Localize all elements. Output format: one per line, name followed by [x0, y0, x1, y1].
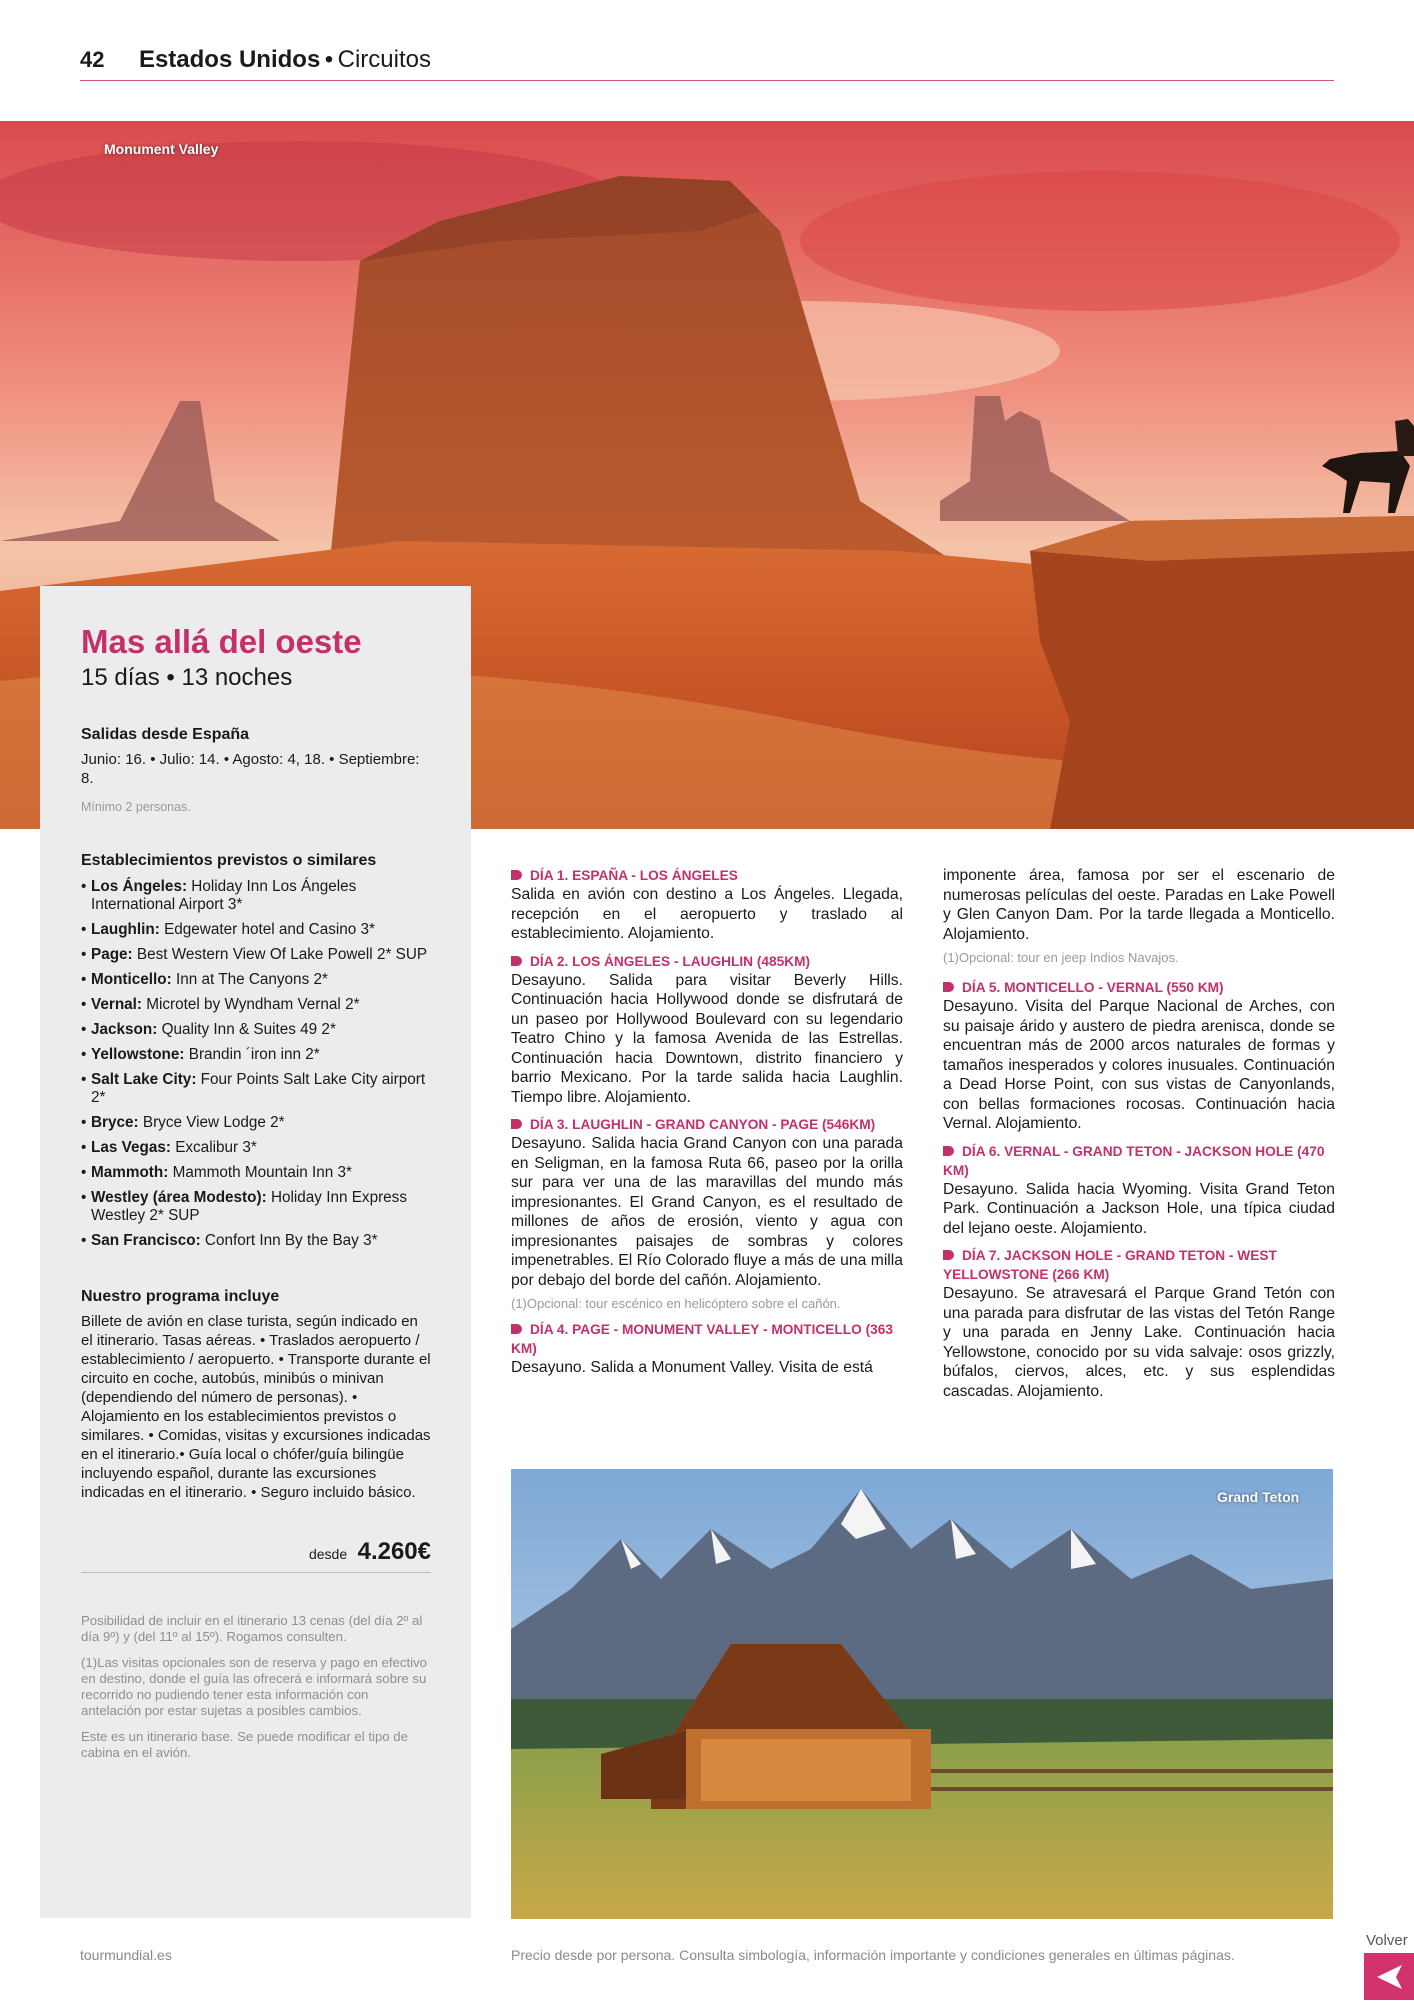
hotel-city: Monticello:: [91, 971, 172, 989]
day-bullet-icon: [511, 1119, 522, 1129]
hotel-city: Bryce:: [91, 1114, 139, 1132]
header-separator: •: [324, 46, 334, 73]
hotel-city: Salt Lake City:: [91, 1071, 197, 1089]
hotels-list: [81, 878, 431, 1250]
day-3-optional: (1)Opcional: tour escénico en helicóptero sobre el cañón.: [511, 1296, 841, 1311]
hotel-name: Microtel by Wyndham Vernal 2*: [146, 996, 360, 1014]
hero-caption: Monument Valley: [104, 141, 219, 157]
day-3-title: DÍA 3. LAUGHLIN - GRAND CANYON - PAGE (546KM): [511, 1115, 903, 1134]
hotel-city: Vernal:: [91, 996, 143, 1014]
photo-caption: Grand Teton: [1217, 1489, 1300, 1505]
itinerary-column-1: [511, 866, 903, 1378]
hotel-name: Holiday Inn Express Westley 2* SUP: [91, 1189, 407, 1225]
day-4-optional: (1)Opcional: tour en jeep Indios Navajos.: [943, 950, 1179, 965]
hotel-name: Holiday Inn Los Ángeles International Airport 3*: [91, 878, 357, 914]
hotel-city: Las Vegas:: [91, 1139, 171, 1157]
day-6-title: DÍA 6. VERNAL - GRAND TETON - JACKSON HOLE (470 KM): [943, 1143, 1325, 1178]
hotel-name: Inn at The Canyons 2*: [175, 971, 328, 989]
hotel-item: [81, 1189, 431, 1225]
page-header: [80, 46, 1334, 81]
hotel-city: Westley (área Modesto):: [91, 1189, 267, 1207]
back-button[interactable]: [1364, 1953, 1414, 2000]
hotel-name: Confort Inn By the Bay 3*: [204, 1232, 378, 1250]
arrow-left-icon: [1364, 1953, 1414, 2000]
day-2-title: DÍA 2. LOS ÁNGELES - LAUGHLIN (485KM): [511, 952, 903, 971]
day-5-text: Desayuno. Visita del Parque Nacional de Arches, con su paisaje árido y austero de piedra arenisca, donde se encuentran más de 2000 arcos naturales de formas y tamaños inesperados y colores inusuales. Continuación a Dead Horse Point, con sus vistas de Canyonlands, con bellas formaciones rocosas. Continuación hacia Vernal. Alojamiento.: [943, 998, 1335, 1132]
program-heading: Nuestro programa incluye: [81, 1288, 280, 1306]
day-bullet-icon: [943, 1146, 954, 1156]
program-text: Billete de avión en clase turista, según indicado en el itinerario. Tasas aéreas. • Traslados aeropuerto / establecimiento / aeropuerto. • Transporte durante el circuito en coche, autobús, minibús o minivan (dependiendo del número de personas). • Alojamiento en los establecimientos previstos o similares. • Comidas, visitas y excursiones indicadas en el itinerario.• Guía local o chófer/guía bilingüe incluyendo español, durante las excursiones indicadas en el itinerario. • Seguro incluido básico.: [81, 1313, 431, 1502]
note-optional-visits: (1)Las visitas opcionales son de reserva y pago en efectivo en destino, donde el guía las ofrecerá e informará sobre su recorrido no pudiendo tener esta información con antelación por estar sujetas a posibles cambios.: [81, 1655, 427, 1719]
footer-site: tourmundial.es: [80, 1947, 172, 1963]
day-2-text: Desayuno. Salida para visitar Beverly Hills. Continuación hacia Hollywood donde se disfrutará de un paseo por Hollywood Boulevard con su legendario Teatro Chino y la famosa Avenida de las Estrellas. Continuación hacia Downtown, distrito financiero y barrio Mexicano. Por la tarde salida hacia Laughlin. Tiempo libre. Alojamiento.: [511, 971, 903, 1106]
note-dinners: Posibilidad de incluir en el itinerario 13 cenas (del día 2º al día 9º) y (del 11º al 15º). Rogamos consulten.: [81, 1613, 423, 1645]
departures-heading: Salidas desde España: [81, 726, 250, 744]
day-5-title: DÍA 5. MONTICELLO - VERNAL (550 KM): [943, 978, 1335, 997]
day-bullet-icon: [511, 956, 522, 966]
hotel-name: Bryce View Lodge 2*: [142, 1114, 285, 1132]
hotel-city: Laughlin:: [91, 921, 160, 939]
day-4-title: DÍA 4. PAGE - MONUMENT VALLEY - MONTICELLO (363 KM): [511, 1322, 893, 1356]
day-7-title: DÍA 7. JACKSON HOLE - GRAND TETON - WEST YELLOWSTONE (266 KM): [943, 1248, 1277, 1282]
grand-teton-illustration: [511, 1469, 1333, 1919]
price-from-label: desde: [308, 1546, 348, 1563]
day-4-text: Desayuno. Salida a Monument Valley. Visita de está: [511, 1359, 873, 1376]
page-number: 42: [80, 47, 105, 72]
day-6-text: Desayuno. Salida hacia Wyoming. Visita Grand Teton Park. Continuación a Jackson Hole, una típica ciudad del lejano oeste. Alojamiento.: [943, 1180, 1335, 1237]
hotel-item: [81, 878, 431, 914]
back-label[interactable]: Volver: [1366, 1932, 1408, 1949]
hotel-item: [81, 971, 431, 989]
hotel-city: Los Ángeles:: [91, 878, 188, 896]
day-3-text: Desayuno. Salida hacia Grand Canyon con una parada en Seligman, en la famosa Ruta 66, paseo por la orilla sur para ver una de las maravillas del mundo más impresionantes. El Grand Canyon, es el resultado de millones de años de erosión, viento y agua con impresionantes paisajes de sombras y colores impenetrables. El Río Colorado fluye a más de una milla por debajo del borde del cañón. Alojamiento.: [511, 1135, 903, 1289]
trip-duration: 15 días • 13 noches: [81, 664, 293, 692]
header-section: Circuitos: [337, 46, 431, 73]
hotel-item: [81, 1164, 431, 1182]
footer-disclaimer: Precio desde por persona. Consulta simbología, información importante y condiciones generales en últimas páginas.: [511, 1947, 1235, 1963]
hotel-item: [81, 1021, 431, 1039]
note-base-itinerary: Este es un itinerario base. Se puede modificar el tipo de cabina en el avión.: [81, 1729, 408, 1761]
hotel-item: [81, 946, 431, 964]
day-1-title: DÍA 1. ESPAÑA - LOS ÁNGELES: [511, 866, 903, 885]
notes: [81, 1613, 431, 1761]
trip-title: Mas allá del oeste: [81, 623, 362, 660]
hotel-item: [81, 1232, 431, 1250]
hotel-item: [81, 996, 431, 1014]
hotel-city: Jackson:: [91, 1021, 158, 1039]
hotel-city: San Francisco:: [91, 1232, 201, 1250]
header-country: Estados Unidos: [138, 46, 321, 73]
day-bullet-icon: [943, 982, 954, 992]
day-bullet-icon: [511, 1324, 522, 1334]
hotel-name: Excalibur 3*: [175, 1139, 257, 1157]
day-7-text: Desayuno. Se atravesará el Parque Grand Tetón con una parada para disfrutar de las vistas del Tetón Range y una parada en Jenny Lake. Continuación hacia Yellowstone, conocido por su vida salvaje: osos grizzly, búfalos, ciervos, alces, etc. y sus esplendidas cascadas. Alojamiento.: [943, 1285, 1335, 1400]
hotel-name: Edgewater hotel and Casino 3*: [164, 921, 375, 939]
hotel-item: [81, 1071, 431, 1107]
day-4-text-continued: imponente área, famosa por ser el escenario de numerosas películas del oeste. Paradas en Lake Powell y Glen Canyon Dam. Por la tarde llegada a Monticello. Alojamiento.: [943, 867, 1335, 943]
hotel-name: Best Western View Of Lake Powell 2* SUP: [136, 946, 428, 964]
itinerary-column-2: [943, 866, 1335, 1401]
photo-grand-teton: [511, 1469, 1333, 1919]
hotel-name: Quality Inn & Suites 49 2*: [161, 1021, 336, 1039]
day-bullet-icon: [943, 1250, 954, 1260]
trip-summary-panel: [40, 586, 471, 1918]
hotel-city: Mammoth:: [91, 1164, 169, 1182]
hotel-city: Page:: [91, 946, 133, 964]
hotel-item: [81, 1114, 431, 1132]
price-block: [81, 1538, 431, 1573]
hotel-item: [81, 1046, 431, 1064]
hotel-name: Brandin ´iron inn 2*: [188, 1046, 320, 1064]
hotel-city: Yellowstone:: [91, 1046, 185, 1064]
price-amount: 4.260€: [357, 1538, 431, 1566]
hotel-item: [81, 1139, 431, 1157]
hotel-item: [81, 921, 431, 939]
minimum-persons: Mínimo 2 personas.: [81, 800, 191, 815]
day-1-text: Salida en avión con destino a Los Ángeles. Llegada, recepción en el aeropuerto y traslado al establecimiento. Alojamiento.: [511, 886, 903, 942]
hotel-name: Mammoth Mountain Inn 3*: [172, 1164, 352, 1182]
day-bullet-icon: [511, 870, 522, 880]
departures-text: Junio: 16. • Julio: 14. • Agosto: 4, 18. • Septiembre: 8.: [81, 751, 420, 788]
hotel-name: Four Points Salt Lake City airport 2*: [91, 1071, 426, 1107]
hotels-heading: Establecimientos previstos o similares: [81, 852, 377, 870]
